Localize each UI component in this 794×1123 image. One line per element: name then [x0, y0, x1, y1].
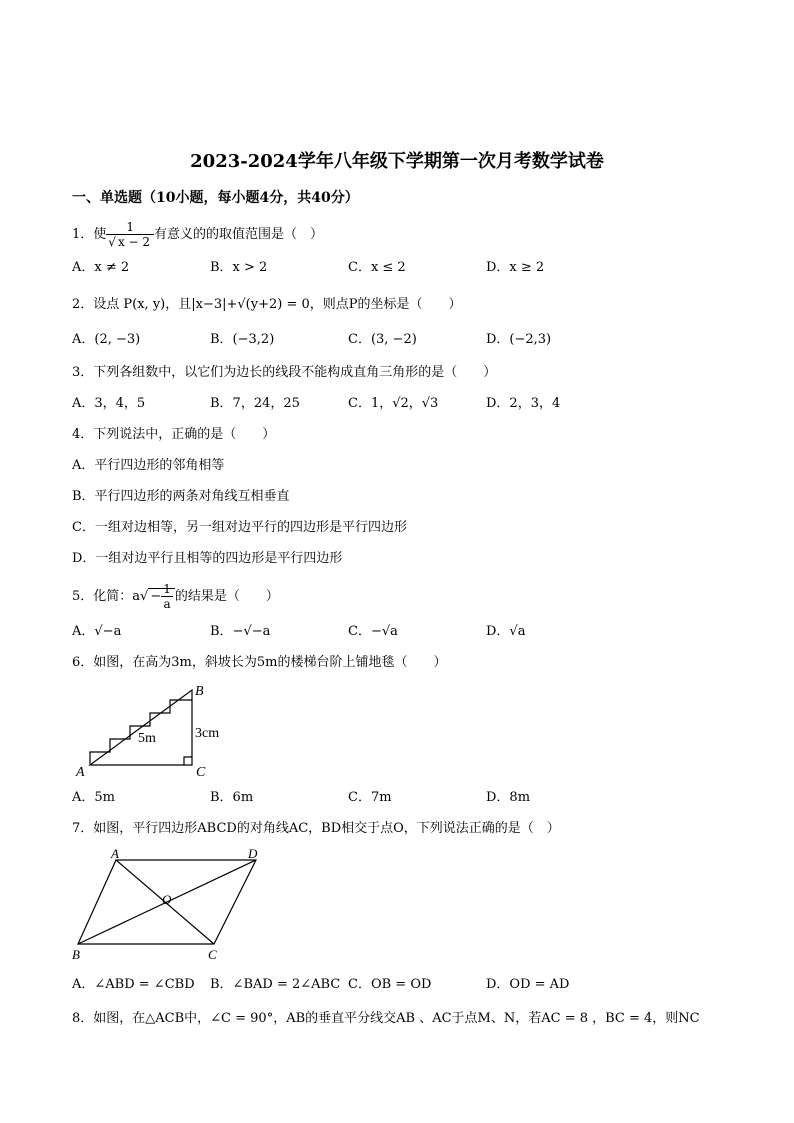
label-slope: 5m — [138, 731, 156, 746]
question-7-option-a: A．∠ABD = ∠CBD — [72, 977, 195, 992]
question-6-option-b: B．6m — [210, 790, 254, 805]
label-o: O — [162, 892, 172, 907]
question-5-radical: − $\frac{1}{a}$ — [148, 588, 175, 604]
page-title: 2023-2024学年八年级下学期第一次月考数学试卷 — [190, 151, 604, 172]
question-1-stem — [72, 220, 323, 249]
question-2-option-b: B．(−3,2) — [210, 332, 275, 347]
label-a: A — [76, 765, 85, 780]
question-3-option-c: C．1，√2，√3 — [348, 396, 439, 411]
fraction-denominator: √ x − 2 — [108, 235, 151, 249]
question-2-stem: 2．设点 P(x, y)，且|x−3|+√(y+2) = 0，则点P的坐标是（ ） — [72, 297, 462, 312]
fraction-numerator: 1 — [163, 582, 171, 596]
question-1-suffix: 有意义的的取值范围是（ ） — [154, 227, 324, 242]
question-6-option-d: D．8m — [486, 790, 531, 805]
question-5-option-a: A．√−a — [72, 624, 122, 639]
question-7-option-b: B．∠BAD = 2∠ABC — [210, 977, 341, 992]
triangle-abc — [90, 690, 192, 765]
question-3-option-a: A．3，4，5 — [72, 396, 146, 411]
question-7-stem: 7．如图，平行四边形ABCD的对角线AC，BD相交于点O，下列说法正确的是（ ） — [72, 821, 560, 836]
label-c: C — [208, 947, 217, 962]
question-5-option-d: D．√a — [486, 624, 526, 639]
question-5-stem: 5．化简：a√ − $\frac{1}{a}$ 的结果是（ ） — [72, 582, 279, 611]
question-7-option-d: D．OD = AD — [486, 977, 570, 992]
question-3-stem: 3．下列各组数中，以它们为边长的线段不能构成直角三角形的是（ ） — [72, 365, 497, 380]
question-1-option-c: C．x ≤ 2 — [348, 260, 406, 275]
fraction-numerator: 1 — [106, 220, 154, 235]
question-5-option-b: B．−√−a — [210, 624, 271, 639]
question-7-option-c: C．OB = OD — [348, 977, 432, 992]
label-d: D — [248, 848, 258, 861]
question-8-stem: 8．如图，在△ACB中，∠C = 90°，AB的垂直平分线交AB 、AC于点M、N，若AC = 8 ，BC = 4，则NC — [72, 1011, 700, 1026]
question-4-option-c: C．一组对边相等，另一组对边平行的四边形是平行四边形 — [72, 520, 407, 535]
question-1-option-d: D．x ≥ 2 — [486, 260, 545, 275]
question-6-option-a: A．5m — [72, 790, 115, 805]
label-height: 3cm — [195, 726, 220, 741]
question-5-suffix: 的结果是（ ） — [174, 589, 279, 604]
section-heading: 一、单选题（10小题，每小题4分，共40分） — [72, 190, 359, 206]
parallelogram-figure — [68, 848, 268, 966]
right-angle-mark — [184, 757, 192, 765]
question-4-option-d: D．一组对边平行且相等的四边形是平行四边形 — [72, 551, 343, 566]
question-3-option-d: D．2，3，4 — [486, 396, 561, 411]
question-5-option-c: C．−√a — [348, 624, 398, 639]
question-1-option-a: A．x ≠ 2 — [72, 260, 130, 275]
question-6-option-c: C．7m — [348, 790, 392, 805]
question-4-option-a: A．平行四边形的邻角相等 — [72, 458, 225, 473]
question-6-stem: 6．如图，在高为3m，斜坡长为5m的楼梯台阶上铺地毯（ ） — [72, 655, 447, 670]
question-5-fraction — [161, 582, 173, 611]
question-1-prefix: 1．使 — [72, 227, 107, 242]
question-2-option-d: D．(−2,3) — [486, 332, 552, 347]
radicand: x − 2 — [117, 235, 151, 249]
question-1-option-b: B．x > 2 — [210, 260, 268, 275]
label-c: C — [196, 765, 206, 780]
staircase-figure — [70, 680, 240, 780]
question-4-option-b: B．平行四边形的两条对角线互相垂直 — [72, 489, 290, 504]
question-5-prefix: 5．化简：a — [72, 589, 141, 604]
question-1-fraction — [106, 220, 154, 249]
question-2-option-c: C．(3, −2) — [348, 332, 417, 347]
label-b: B — [72, 947, 80, 962]
label-a: A — [111, 848, 119, 861]
question-3-option-b: B．7，24，25 — [210, 396, 300, 411]
question-4-stem: 4．下列说法中，正确的是（ ） — [72, 427, 276, 442]
label-b: B — [195, 684, 204, 699]
fraction-denominator: a — [163, 597, 171, 611]
question-2-option-a: A．(2, −3) — [72, 332, 141, 347]
